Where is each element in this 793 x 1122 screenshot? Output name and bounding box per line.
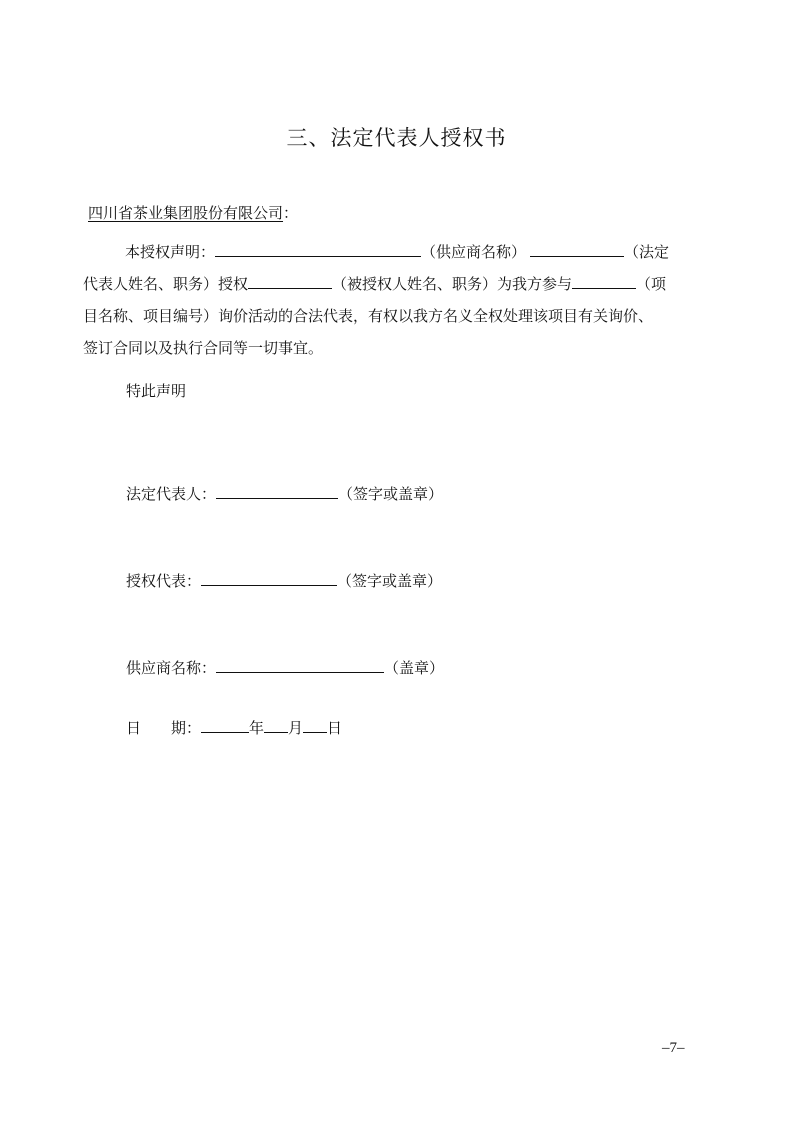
- auth-rep-signature-blank[interactable]: [201, 569, 337, 586]
- addressee-name: 四川省茶业集团股份有限公司: [88, 204, 284, 222]
- statement-line-1: [83, 236, 713, 268]
- legal-rep-signature-blank[interactable]: [216, 482, 338, 499]
- year-label: 年: [249, 719, 265, 737]
- date-label: 日 期：: [126, 719, 202, 737]
- supplier-row: [126, 656, 444, 678]
- project-blank[interactable]: [572, 272, 636, 289]
- page-title: 三、法定代表人授权书: [286, 126, 507, 150]
- supplier-hint: （供应商名称）: [421, 243, 527, 261]
- auth-rep-label: 授权代表：: [126, 572, 202, 590]
- authorized-person-blank[interactable]: [248, 272, 332, 289]
- legal-rep-label: 法定代表人：: [126, 485, 217, 503]
- supplier-stamp-blank[interactable]: [216, 656, 384, 673]
- addressee-suffix: ：: [283, 204, 299, 222]
- legal-rep-hint: （法定: [624, 243, 670, 261]
- statement-line-3: 目名称、项目编号）询价活动的合法代表，有权以我方名义全权处理该项目有关询价、: [83, 307, 654, 325]
- legal-rep-row: [126, 482, 443, 504]
- statement-line-4: 签订合同以及执行合同等一切事宜。: [83, 339, 324, 357]
- legal-rep-blank[interactable]: [530, 240, 624, 257]
- page-number: –7–: [662, 1040, 685, 1056]
- statement-line2-prefix: 代表人姓名、职务）授权: [83, 275, 249, 293]
- month-label: 月: [288, 719, 304, 737]
- date-row: [126, 716, 342, 738]
- authorized-hint: （被授权人姓名、职务）为我方参与: [332, 275, 573, 293]
- authorization-statement: [83, 236, 713, 364]
- legal-rep-sign-hint: （签字或盖章）: [338, 485, 444, 503]
- supplier-label: 供应商名称：: [126, 659, 217, 677]
- day-label: 日: [327, 719, 343, 737]
- declare-text: 特此声明: [126, 382, 187, 400]
- auth-rep-sign-hint: （签字或盖章）: [337, 572, 443, 590]
- supplier-name-blank[interactable]: [215, 240, 421, 257]
- supplier-stamp-hint: （盖章）: [384, 659, 445, 677]
- project-hint: （项: [636, 275, 667, 293]
- month-blank[interactable]: [264, 716, 288, 733]
- statement-prefix: 本授权声明：: [125, 243, 216, 261]
- auth-rep-row: [126, 569, 442, 591]
- addressee: [88, 202, 298, 223]
- year-blank[interactable]: [201, 716, 249, 733]
- statement-line-2: [83, 268, 713, 300]
- day-blank[interactable]: [303, 716, 327, 733]
